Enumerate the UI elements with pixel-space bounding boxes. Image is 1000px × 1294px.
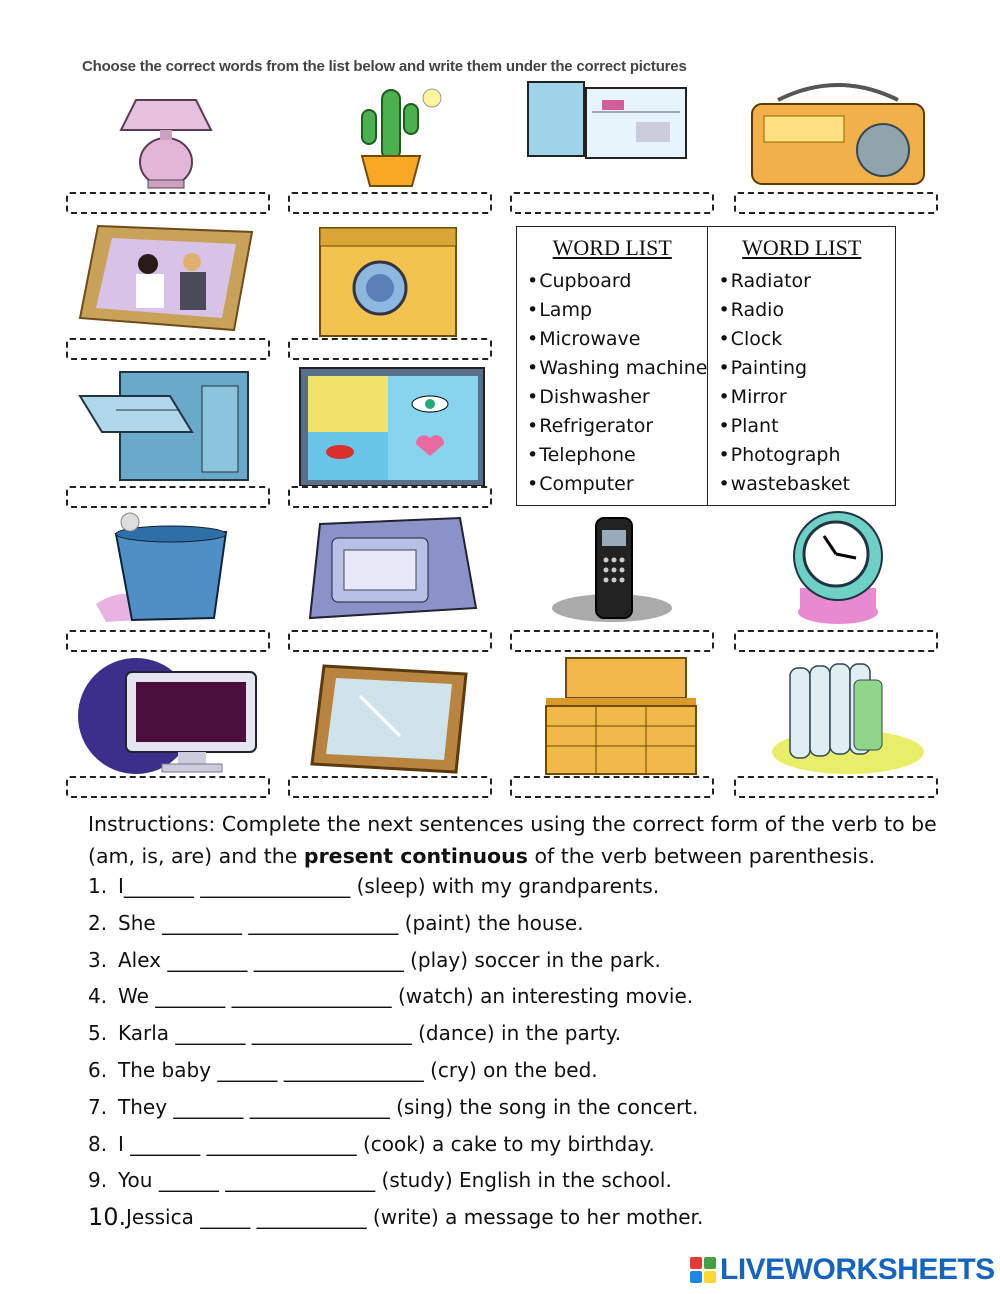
word-item: • Plant xyxy=(718,412,895,441)
sentence-text: Karla _______ ________________ (dance) in the party. xyxy=(118,1021,622,1046)
answer-box-7[interactable] xyxy=(66,486,270,508)
sentence-number: 1. xyxy=(88,874,108,898)
word-item: • Dishwasher xyxy=(527,383,707,412)
word-item: • Clock xyxy=(718,325,895,354)
word-list-title: WORD LIST xyxy=(552,235,672,260)
instructions-bold: present continuous xyxy=(303,844,528,868)
answer-box-10[interactable] xyxy=(288,630,492,652)
word-item: • Microwave xyxy=(527,325,707,354)
answer-box-6[interactable] xyxy=(288,338,492,360)
computer-icon xyxy=(66,656,266,778)
answer-box-9[interactable] xyxy=(66,630,270,652)
logo-text: LIVEWORKSHEETS xyxy=(720,1253,995,1286)
logo-square xyxy=(704,1271,716,1283)
clock-icon xyxy=(738,508,938,630)
word-list-title: WORD LIST xyxy=(742,235,862,260)
word-list-column-2 xyxy=(707,227,895,505)
word-item: • Computer xyxy=(527,470,707,499)
sentence-number: 4. xyxy=(88,984,108,1009)
lamp-icon xyxy=(66,70,266,192)
sentence-text: I _______ _______________ (cook) a cake to my birthday. xyxy=(118,1131,655,1156)
sentence-text: Jessica _____ ___________ (write) a message to her mother. xyxy=(126,1205,704,1230)
telephone-icon xyxy=(516,508,716,630)
sentence-text: They _______ ______________ (sing) the song in the concert. xyxy=(118,1094,699,1119)
microwave-icon xyxy=(290,508,490,630)
sentence-text: Alex ________ _______________ (play) soccer in the park. xyxy=(118,947,661,972)
word-item: • Refrigerator xyxy=(527,412,707,441)
sentence-item[interactable] xyxy=(88,1126,968,1163)
sentence-number: 6. xyxy=(88,1057,108,1082)
logo-square xyxy=(690,1257,702,1269)
logo-square xyxy=(704,1257,716,1269)
sentence-number: 9. xyxy=(88,1168,108,1193)
word-item: • Mirror xyxy=(718,383,895,412)
sentence-text: She ________ _______________ (paint) the house. xyxy=(118,910,584,935)
sentence-list xyxy=(88,868,968,1236)
answer-box-1[interactable] xyxy=(66,192,270,214)
sentence-item[interactable] xyxy=(88,868,968,905)
word-item: • Painting xyxy=(718,354,895,383)
word-list-table xyxy=(516,226,896,506)
answer-box-8[interactable] xyxy=(288,486,492,508)
refrigerator-icon xyxy=(516,70,716,192)
word-item: • Cupboard xyxy=(527,267,707,296)
liveworksheets-logo[interactable] xyxy=(690,1250,995,1290)
answer-box-12[interactable] xyxy=(734,630,938,652)
word-item: • Washing machine xyxy=(527,354,707,383)
answer-box-3[interactable] xyxy=(510,192,714,214)
answer-box-13[interactable] xyxy=(66,776,270,798)
answer-box-16[interactable] xyxy=(734,776,938,798)
word-item: • Photograph xyxy=(718,441,895,470)
sentence-number: 10. xyxy=(88,1203,127,1232)
radiator-icon xyxy=(738,656,938,778)
word-list-column-1 xyxy=(517,227,707,505)
sentence-item[interactable] xyxy=(88,905,968,942)
grammar-instructions xyxy=(88,808,968,872)
word-item: • Radiator xyxy=(718,267,895,296)
cactus-plant-icon xyxy=(290,70,490,192)
worksheet-instruction-header: Choose the correct words from the list below and write them under the correct pictures xyxy=(82,58,687,75)
sentence-text: You ______ _______________ (study) English in the school. xyxy=(118,1168,672,1193)
cupboard-icon xyxy=(516,656,716,778)
sentence-number: 2. xyxy=(88,910,108,935)
sentence-number: 5. xyxy=(88,1021,108,1046)
sentence-item[interactable] xyxy=(88,1089,968,1126)
mirror-icon xyxy=(290,656,490,778)
sentence-text: The baby ______ ______________ (cry) on the bed. xyxy=(118,1057,598,1082)
answer-box-4[interactable] xyxy=(734,192,938,214)
sentence-text: We _______ ________________ (watch) an interesting movie. xyxy=(118,984,694,1009)
washing-machine-icon xyxy=(290,218,490,340)
painting-icon xyxy=(290,366,490,488)
answer-box-15[interactable] xyxy=(510,776,714,798)
sentence-item[interactable] xyxy=(88,1199,968,1236)
answer-box-2[interactable] xyxy=(288,192,492,214)
instructions-text-end: of the verb between parenthesis. xyxy=(527,844,876,868)
radio-icon xyxy=(738,70,938,192)
answer-box-14[interactable] xyxy=(288,776,492,798)
word-item: • wastebasket xyxy=(718,470,895,499)
word-item: • Radio xyxy=(718,296,895,325)
sentence-item[interactable] xyxy=(88,1162,968,1199)
word-item: • Lamp xyxy=(527,296,707,325)
sentence-text: I_______ _______________ (sleep) with my grandparents. xyxy=(118,874,660,898)
sentence-number: 7. xyxy=(88,1094,108,1119)
answer-box-11[interactable] xyxy=(510,630,714,652)
photograph-icon xyxy=(66,218,266,340)
sentence-number: 3. xyxy=(88,947,108,972)
wastebasket-icon xyxy=(66,508,266,630)
answer-box-5[interactable] xyxy=(66,338,270,360)
sentence-item[interactable] xyxy=(88,978,968,1015)
sentence-number: 8. xyxy=(88,1131,108,1156)
word-item: • Telephone xyxy=(527,441,707,470)
sentence-item[interactable] xyxy=(88,1052,968,1089)
sentence-item[interactable] xyxy=(88,942,968,979)
dishwasher-icon xyxy=(66,366,266,488)
sentence-item[interactable] xyxy=(88,1015,968,1052)
logo-mark-icon xyxy=(690,1257,716,1283)
logo-square xyxy=(690,1271,702,1283)
instructions-text: Instructions: Complete the next sentences using the correct form of the verb to be (am, is, are) and the xyxy=(88,812,937,868)
